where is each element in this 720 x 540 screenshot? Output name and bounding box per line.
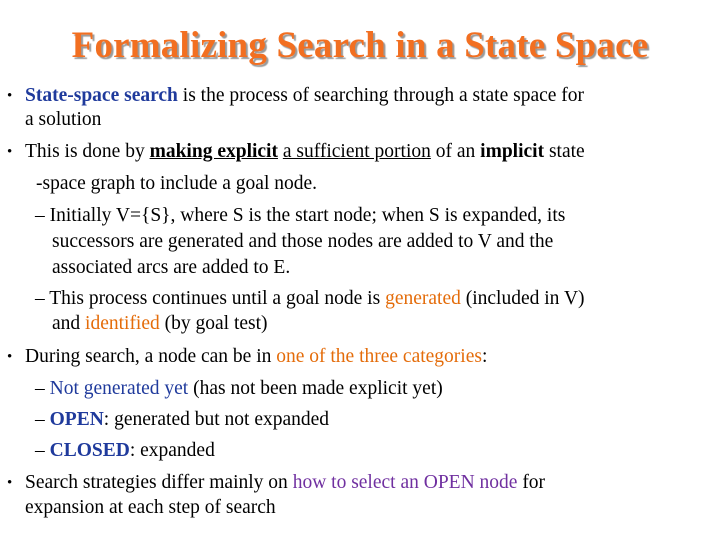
bullet-2-text-d: state xyxy=(544,141,585,162)
sub-2-text-a: – This process continues until a goal node is xyxy=(35,288,386,309)
sub-1-line-3: associated arcs are added to E. xyxy=(52,257,291,278)
bullet-3-text-a: During search, a node can be in xyxy=(25,346,277,367)
bullet-1-line-2: a solution xyxy=(25,109,102,130)
bullet-marker: • xyxy=(7,475,13,491)
closed-label: CLOSED xyxy=(49,440,130,461)
sufficient-portion-term: a sufficient portion xyxy=(282,141,431,162)
slide-title: Formalizing Search in a State Space xyxy=(71,25,649,66)
open-label: OPEN xyxy=(49,409,104,430)
bullet-2-text-c: of an xyxy=(430,141,481,162)
sub-2-text-b: (included in V) xyxy=(460,288,585,309)
bullet-4-line-1 xyxy=(25,471,545,495)
bullet-1-text: is the process of searching through a state space for xyxy=(177,85,585,106)
state-space-search-term: State-space search xyxy=(25,85,178,106)
select-open-node-term: how to select an OPEN node xyxy=(292,472,518,493)
three-categories-term: one of the three categories xyxy=(276,346,482,367)
bullet-marker: • xyxy=(7,88,13,104)
dash: – xyxy=(35,409,50,430)
identified-term: identified xyxy=(85,313,160,334)
sub-2-line-2 xyxy=(52,312,268,336)
bullet-2-text-a: This is done by xyxy=(25,141,150,162)
generated-term: generated xyxy=(385,288,461,309)
dash: – xyxy=(35,440,50,461)
bullet-3-colon: : xyxy=(481,346,488,367)
bullet-4-line-2: expansion at each step of search xyxy=(25,497,276,518)
bullet-marker: • xyxy=(7,144,13,160)
bullet-2-line-2: -space graph to include a goal node. xyxy=(36,173,318,194)
bullet-3-line xyxy=(25,345,487,369)
open-desc: : generated but not expanded xyxy=(103,409,330,430)
sub-2-line-1 xyxy=(35,287,585,311)
bullet-2-line-1 xyxy=(25,140,585,164)
implicit-term: implicit xyxy=(480,141,545,162)
sub-1-line-2: successors are generated and those nodes are added to V and the xyxy=(52,231,554,252)
dash: – xyxy=(35,378,50,399)
bullet-marker: • xyxy=(7,349,13,365)
bullet-4-text-a: Search strategies differ mainly on xyxy=(25,472,293,493)
category-not-generated xyxy=(35,377,443,401)
closed-desc: : expanded xyxy=(129,440,215,461)
sub-2-text-d: (by goal test) xyxy=(159,313,268,334)
making-explicit-term: making explicit xyxy=(149,141,278,162)
category-open xyxy=(35,408,329,432)
bullet-1-line-1 xyxy=(25,84,584,108)
bullet-4-text-b: for xyxy=(517,472,546,493)
sub-1-line-1: – Initially V={S}, where S is the start node; when S is expanded, its xyxy=(35,205,566,226)
not-generated-desc: (has not been made explicit yet) xyxy=(188,378,443,399)
sub-2-text-c: and xyxy=(52,313,86,334)
not-generated-label: Not generated yet xyxy=(49,378,189,399)
category-closed xyxy=(35,439,215,463)
